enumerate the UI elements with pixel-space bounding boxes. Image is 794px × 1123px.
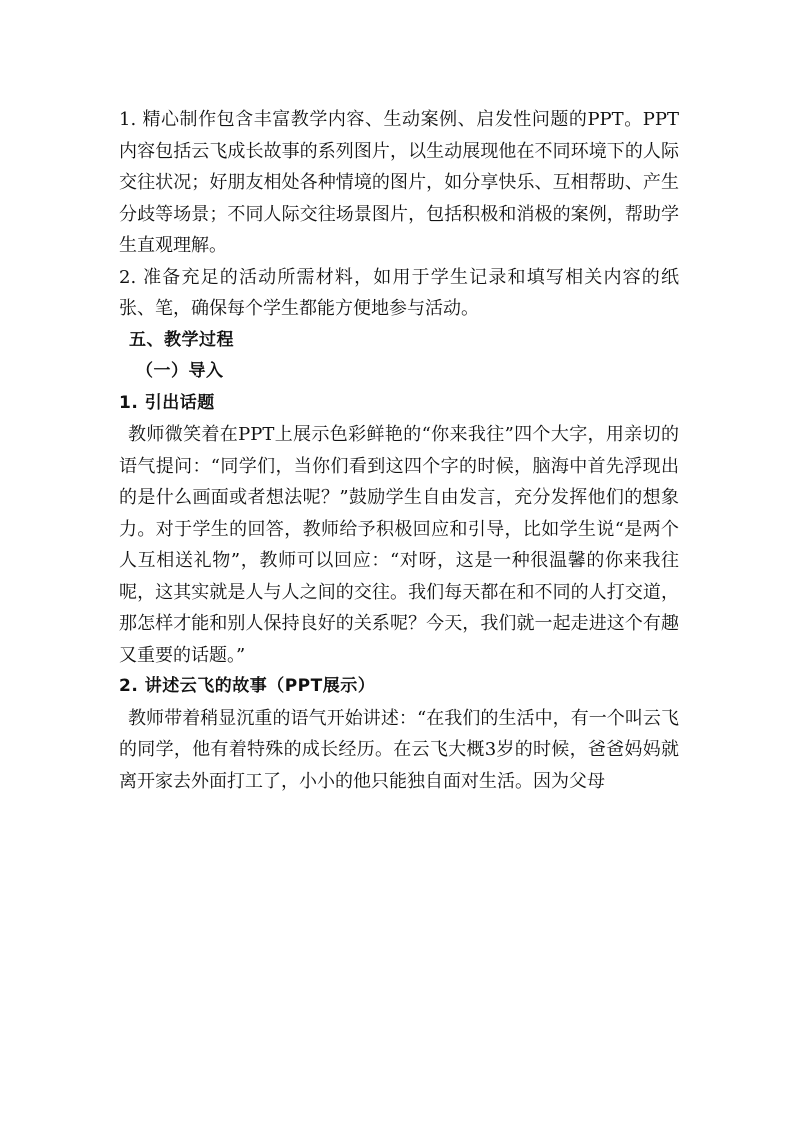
paragraph-materials-preparation: 2. 准备充足的活动所需材料，如用于学生记录和填写相关内容的纸张、笔，确保每个学生都能方便地参与活动。 [119, 266, 679, 319]
document-body [119, 104, 679, 797]
section-heading-teaching-process: 五、教学过程 [129, 329, 234, 350]
paragraph-ppt-preparation: 1. 精心制作包含丰富教学内容、生动案例、启发性问题的PPT。PPT内容包括云飞成长故事的系列图片，以生动展现他在不同环境下的人际交往状况；好朋友相处各种情境的图片，如分享快乐、互相帮助、产生分歧等场景；不同人际交往场景图片，包括积极和消极的案例，帮助学生直观理解。 [119, 109, 679, 256]
paragraph-introduce-topic: 教师微笑着在PPT上展示色彩鲜艳的“你来我往”四个大字，用亲切的语气提问：“同学们，当你们看到这四个字的时候，脑海中首先浮现出的是什么画面或者想法呢？”鼓励学生自由发言，充分发挥他们的想象力。对于学生的回答，教师给予积极回应和引导，比如学生说“是两个人互相送礼物”，教师可以回应：“对呀，这是一种很温馨的你来我往呢，这其实就是人与人之间的交往。我们每天都在和不同的人打交道，那怎样才能和别人保持良好的关系呢？今天，我们就一起走进这个有趣又重要的话题。” [119, 424, 679, 666]
subsection-heading-introduction: （一）导入 [136, 361, 224, 381]
step-heading-yunfei-story: 2. 讲述云飞的故事（PPT展示） [119, 676, 376, 696]
step-heading-introduce-topic: 1. 引出话题 [119, 392, 215, 413]
paragraph-yunfei-story: 教师带着稍显沉重的语气开始讲述：“在我们的生活中，有一个叫云飞的同学，他有着特殊的成长经历。在云飞大概3岁的时候，爸爸妈妈就离开家去外面打工了，小小的他只能独自面对生活。因为父母 [119, 707, 679, 792]
